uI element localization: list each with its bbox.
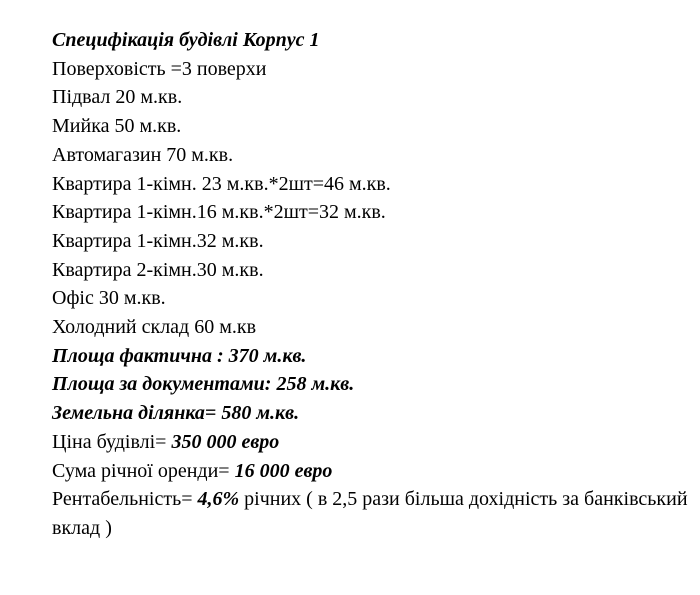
- spec-line-cold-storage: Холодний склад 60 м.кв: [52, 316, 257, 339]
- annual-rent-value: 16 000 евро: [234, 459, 333, 482]
- price-value: 350 000 евро: [171, 430, 280, 453]
- spec-line-apartment-2: Квартира 1-кімн.16 м.кв.*2шт=32 м.кв.: [52, 201, 386, 224]
- profitability-line: [52, 485, 692, 542]
- spec-line-auto-shop: Автомагазин 70 м.кв.: [52, 143, 234, 166]
- spec-line-floors: Поверховість =3 поверхи: [52, 57, 267, 80]
- annual-rent-label: Сума річної оренди=: [52, 459, 235, 482]
- spec-line-apartment-1: Квартира 1-кімн. 23 м.кв.*2шт=46 м.кв.: [52, 172, 391, 195]
- document-title: Специфікація будівлі Корпус 1: [52, 29, 320, 51]
- spec-line-apartment-4: Квартира 2-кімн.30 м.кв.: [52, 258, 264, 281]
- spec-line-office: Офіс 30 м.кв.: [52, 287, 166, 310]
- spec-line-apartment-3: Квартира 1-кімн.32 м.кв.: [52, 229, 264, 252]
- profitability-suffix: річних ( в 2,5 рази більша дохідність за банківський вклад ): [52, 488, 688, 539]
- spec-line-basement: Підвал 20 м.кв.: [52, 86, 183, 109]
- area-actual: Площа фактична : 370 м.кв.: [52, 344, 307, 367]
- spec-line-car-wash: Мийка 50 м.кв.: [52, 115, 182, 138]
- profitability-label: Рентабельність=: [52, 488, 198, 511]
- annual-rent-line: [52, 457, 692, 486]
- price-line: [52, 428, 692, 457]
- land-plot: Земельна ділянка= 580 м.кв.: [52, 402, 300, 425]
- specification-document: [52, 26, 692, 543]
- area-documents: Площа за документами: 258 м.кв.: [52, 373, 355, 396]
- profitability-value: 4,6%: [197, 488, 240, 511]
- price-label: Ціна будівлі=: [52, 430, 172, 453]
